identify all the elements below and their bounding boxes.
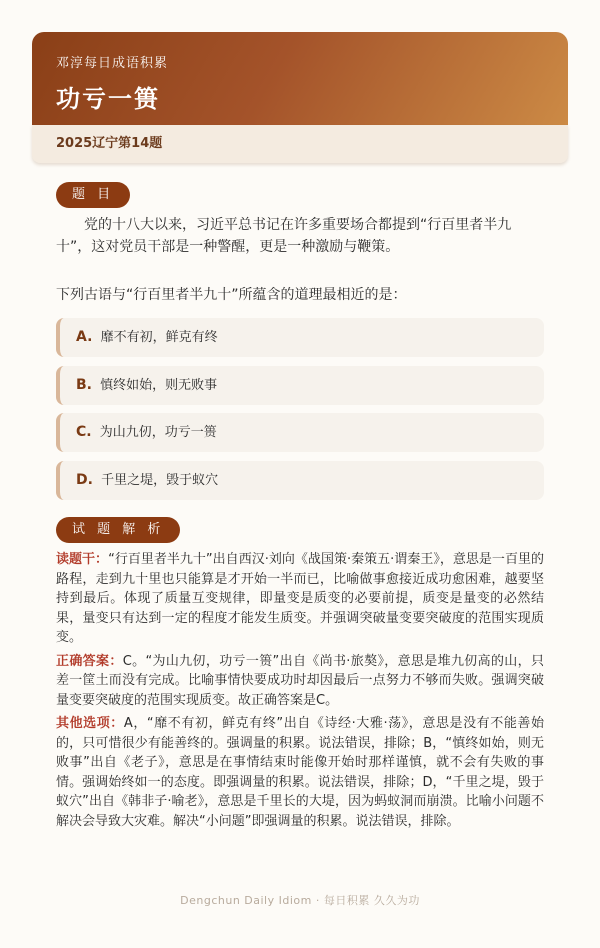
option-c[interactable]: [56, 413, 544, 452]
analysis-label: 其他选项：: [56, 716, 124, 731]
question-stem: [56, 214, 544, 258]
option-d[interactable]: [56, 461, 544, 500]
option-a[interactable]: [56, 318, 544, 357]
analysis-others: [56, 714, 544, 831]
analysis-label: 读题干：: [56, 552, 109, 567]
analysis-reading: [56, 550, 544, 648]
brand-name: 邓淳每日成语积累: [56, 56, 169, 71]
option-text: 靡不有初，鲜克有终: [100, 330, 218, 345]
analysis-text: A，“靡不有初，鲜克有终”出自《诗经·大雅·荡》，意思是没有不能善始的，只可惜很少有能善终的。强调量的积累。说法错误，排除；B，“慎终如始，则无败事”出自《老子》，意思是在事情结束时能像开始时那样谨慎，就不会有失败的事情。强调始终如一的态度。即强调量的积累。说法错误，排除；D，“千里之堤，毁于蚁穴”出自《韩非子·喻老》，意思是千里长的大堤，因为蚂蚁洞而崩溃。比喻小问题不解决会导致大灾难。解决“小问题”即强调量的积累。说法错误，排除。: [56, 716, 544, 829]
section-label-analysis: 试 题 解 析: [56, 517, 180, 543]
option-text: 慎终如始，则无败事: [100, 378, 218, 393]
question-stem-text: 党的十八大以来，习近平总书记在许多重要场合都提到“行百里者半九十”，这对党员干部是一种警醒，更是一种激励与鞭策。: [56, 217, 512, 255]
header-card: [32, 32, 568, 163]
section-label-question: 题 目: [56, 182, 130, 208]
footer-tagline: Dengchun Daily Idiom · 每日积累 久久为功: [180, 894, 420, 907]
analysis-body: [56, 550, 544, 835]
idiom-title: 功亏一篑: [56, 85, 160, 113]
analysis-text: “行百里者半九十”出自西汉·刘向《战国策·秦策五·谓秦王》，意思是一百里的路程，走到九十里也只能算是才开始一半而已，比喻做事愈接近成功愈困难，越要坚持到最后。体现了质量互变规律，即量变是质变的必要前提，质变是量变的必然结果，量变只有达到一定的程度才能发生质变。并强调突破量变要突破度的范围实现质变。: [56, 552, 544, 645]
option-key: B.: [76, 377, 92, 393]
option-key: A.: [76, 329, 93, 345]
analysis-label: 正确答案：: [56, 653, 123, 669]
analysis-answer: [56, 652, 544, 711]
option-key: C.: [76, 424, 92, 440]
analysis-text: C。“为山九仞，功亏一篑”出自《尚书·旅獒》，意思是堆九仞高的山，只差一筐土而没有完成。比喻事情快要成功时却因最后一点努力不够而失败。强调突破量变要突破度的范围实现质变。故正确答案是C。: [56, 653, 544, 708]
option-b[interactable]: [56, 366, 544, 405]
option-text: 千里之堤，毁于蚁穴: [101, 473, 219, 488]
question-ask: 下列古语与“行百里者半九十”所蕴含的道理最相近的是：: [56, 287, 407, 303]
option-text: 为山九仞，功亏一篑: [99, 425, 217, 440]
hero-banner: [32, 32, 568, 125]
option-key: D.: [76, 472, 93, 488]
question-source: 2025辽宁第14题: [32, 125, 568, 163]
